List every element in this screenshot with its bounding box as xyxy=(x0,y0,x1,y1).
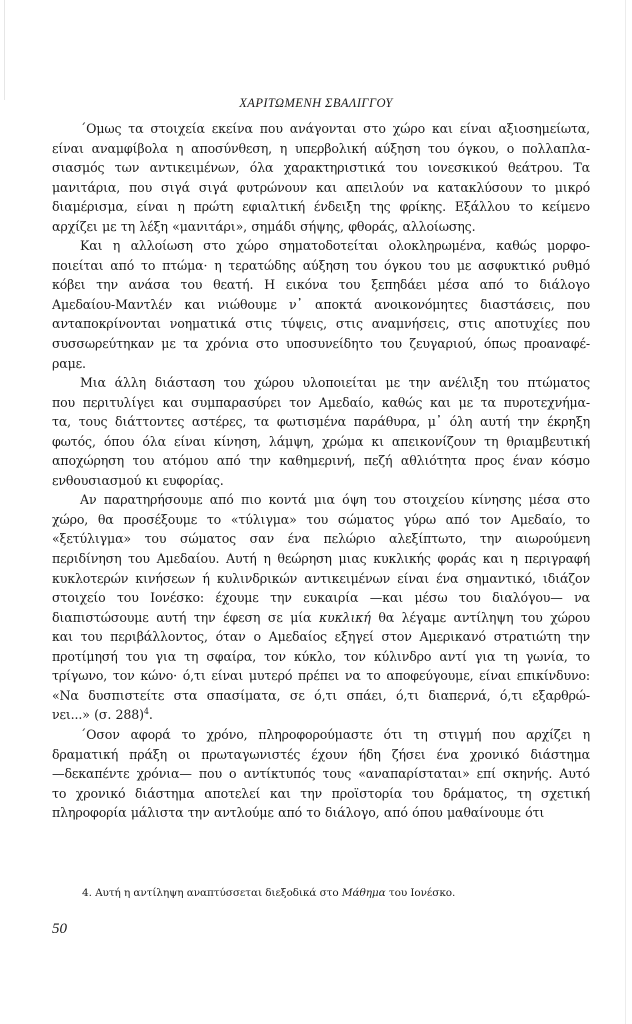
footnote-text-after: του Ιονέσκο. xyxy=(388,887,456,899)
text-line: αρχίζει με τη λέξη «μανιτάρι», σημάδι σήψης, φθοράς, αλλοίωσης. xyxy=(52,218,476,234)
page-number: 50 xyxy=(52,921,67,937)
scan-edge xyxy=(4,0,5,100)
text-line: —δεκαπέντε χρόνια— που ο αντίκτυπός τους «αναπαρίσταται» επί σκηνής. Αυτό xyxy=(52,766,590,782)
text-line: τρίγωνο, τον κώνο· ό,τι είναι μυτερό πρέπει να το αποφεύγουμε, είναι επικίνδυνο: xyxy=(52,668,590,684)
text-line: Και η αλλοίωση στο χώρο σηματοδοτείται ολοκληρωμένα, καθώς μορφο- xyxy=(80,238,590,254)
paragraph xyxy=(52,490,590,725)
text-line: Αν παρατηρήσουμε από πιο κοντά μια όψη του στοιχείου κίνησης μέσα στο xyxy=(80,492,590,508)
running-head: ΧΑΡΙΤΩΜΕΝΗ ΣΒΑΛΙΓΓΟΥ xyxy=(239,96,393,110)
text-line: πληροφορία μάλιστα την αντλούμε από το διάλογο, από όπου μαθαίνουμε ότι xyxy=(52,805,545,821)
footnote-text-before: Αυτή η αντίληψη αναπτύσσεται διεξοδικά στο xyxy=(95,887,339,899)
text-line: ενθουσιασμού κι ευφορίας. xyxy=(52,472,224,488)
text-line: ανταποκρίνονται νοηματικά στις τύψεις, στις αναμνήσεις, στις αποτυχίες που xyxy=(52,316,590,332)
text-line: που περιτυλίγει και συμπαρασύρει τον Αμεδαίο, καθώς και με τα πυροτεχνήμα- xyxy=(52,394,590,410)
paragraph xyxy=(52,725,590,823)
text-line: συσσωρεύτηκαν με τα χρόνια στο υποσυνείδητο του ζευγαριού, όπως προαναφέ- xyxy=(52,336,590,352)
footnote xyxy=(82,887,455,899)
text-line: στοιχείο του Ιονέσκο: έχουμε την ευκαιρία —και μέσω του διαλόγου— να xyxy=(52,590,590,606)
text-line: φωτός, όπου όλα είναι κίνηση, λάμψη, χρώμα κι απεικονίζουν τη θριαμβευτική xyxy=(52,433,590,449)
text-line: ραμε. xyxy=(52,355,86,371)
scan-edge-right xyxy=(625,0,626,1024)
text-line: περιδίνηση του Αμεδαίου. Αυτή η θεώρηση μιας κυκλικής φοράς και η περιγραφή xyxy=(52,551,590,567)
text-line: αποχώρηση του ατόμου από την καθημερινή, πεζή αθλιότητα προς έναν κόσμο xyxy=(52,453,590,469)
text-line: το χρονικό διάστημα αποτελεί και την προϊστορία του δράματος, τη σχετική xyxy=(52,785,590,801)
text-line: είναι αναμφίβολα η αποσύνθεση, η υπερβολική αύξηση του όγκου, ο πολλαπλα- xyxy=(52,140,590,156)
body-text xyxy=(52,119,590,823)
text-line: τα, τους διάττοντες αστέρες, τα φωτισμένα παράθυρα, μ᾽ όλη αυτή την έκρηξη xyxy=(52,414,590,430)
text-line: σιασμός των αντικειμένων, όλα χαρακτηριστικά του ιονεσκικού θεάτρου. Τα xyxy=(52,160,590,176)
footnote-number: 4. xyxy=(82,887,92,899)
text-line: δραματική πράξη οι πρωταγωνιστές έχουν ήδη ζήσει ένα χρονικό διάστημα xyxy=(52,746,590,762)
text-line: ΄Οσον αφορά το χρόνο, πληροφορούμαστε ότι τη στιγμή που αρχίζει η xyxy=(80,726,590,742)
text-line: Αμεδαίου-Μαντλέν και νιώθουμε ν᾽ αποκτά ανοικονόμητες διαστάσεις, που xyxy=(52,296,590,312)
text-line: και του περιβάλλοντος, όταν ο Αμεδαίος εξηγεί στον Αμερικανό στρατιώτη την xyxy=(52,629,590,645)
text-line: διαμέρισμα, είναι η πρώτη εφιαλτική ένδειξη της φρίκης. Εξάλλου το κείμενο xyxy=(52,199,590,215)
text-line: κυκλοτερών κινήσεων ή κυλινδρικών αντικειμένων είναι ένα σημαντικό, ιδιάζον xyxy=(52,570,590,586)
text-line: μανιτάρια, που σιγά σιγά φυτρώνουν και απειλούν να κατακλύσουν το μικρό xyxy=(52,179,590,195)
text-line: «ξετύλιγμα» του σώματος σαν ένα πελώριο αλεξίπτωτο, την αιωρούμενη xyxy=(52,531,590,547)
text-line: ΄Ομως τα στοιχεία εκείνα που ανάγονται στο χώρο και είναι αξιοσημείωτα, xyxy=(80,121,590,136)
footnote-ref[interactable]: 4 xyxy=(143,707,149,717)
italic-emphasis: κυκλική xyxy=(318,609,371,625)
text-line: ποιείται από το πτώμα· η τερατώδης αύξηση του όγκου του με ασφυκτικό ρυθμό xyxy=(52,257,590,273)
text-line: Μια άλλη διάσταση του χώρου υλοποιείται με την ανέλιξη του πτώματος xyxy=(80,375,590,391)
text-line: «Να δυσπιστείτε στα σπασίματα, σε ό,τι σπάει, ό,τι διαπερνά, ό,τι εξαρθρώ- xyxy=(52,687,590,703)
text-line: προτίμησή του για τη σφαίρα, τον κύκλο, τον κύλινδρο αντί για τη γωνία, το xyxy=(52,648,590,664)
paragraph xyxy=(52,236,590,373)
paragraph xyxy=(52,119,590,236)
text-line: διαπιστώσουμε αυτή την έφεση σε μία κυκλική θα λέγαμε αντίληψη του χώρου xyxy=(52,609,590,625)
paragraph xyxy=(52,373,590,490)
text-line: νει...» (σ. 288)$^4$. xyxy=(52,707,153,723)
text-line: κόβει την ανάσα του θεατή. Η εικόνα του ξεπηδάει μέσα από το διάλογο xyxy=(52,277,590,293)
text-line: χώρο, θα προσέξουμε το «τύλιγμα» του σώματος γύρω από τον Αμεδαίο, το xyxy=(52,511,590,527)
footnote-italic-title: Μάθημα xyxy=(341,887,386,899)
